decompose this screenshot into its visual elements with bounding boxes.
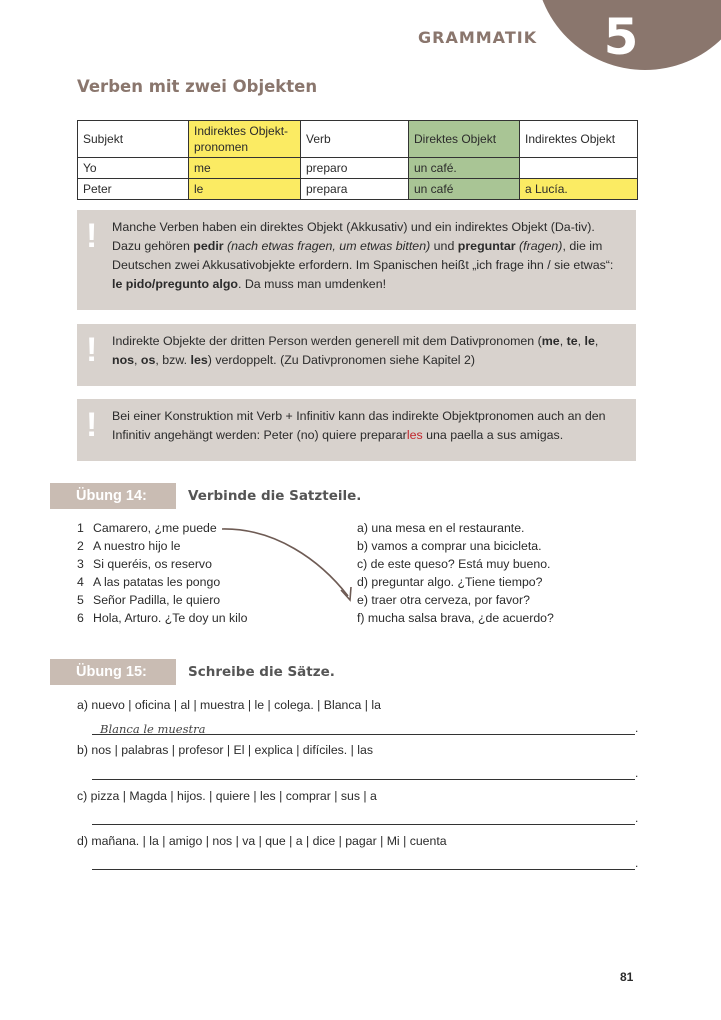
match-right-item: a) una mesa en el restaurante. [357, 521, 525, 535]
section-title: Verben mit zwei Objekten [77, 77, 318, 96]
sentence-prompt-b: b) nos | palabras | profesor | El | explica | difíciles. | las [77, 743, 373, 757]
match-right-item: d) preguntar algo. ¿Tiene tiempo? [357, 575, 543, 589]
note-text: Indirekte Objekte der dritten Person werden generell mit dem Dativpronomen (me, te, le, nos, os, bzw. les) verdoppelt. (Zu Dativpronomen siehe Kapitel 2) [112, 334, 599, 367]
answer-line-b[interactable] [92, 779, 635, 780]
handwritten-answer-a: Blanca le muestra [100, 722, 206, 736]
table-header-cell: Subjekt [78, 121, 189, 158]
sentence-prompt-d: d) mañana. | la | amigo | nos | va | que | a | dice | pagar | Mi | cuenta [77, 834, 447, 848]
page-number: 81 [620, 970, 634, 984]
match-right-item: e) traer otra cerveza, por favor? [357, 593, 530, 607]
table-header-cell: Verb [301, 121, 409, 158]
table-cell: un café [409, 179, 520, 200]
exclamation-icon: ! [86, 406, 98, 444]
exercise-14-title: Verbinde die Satzteile. [188, 488, 362, 504]
table-cell: Peter [78, 179, 189, 200]
exclamation-icon: ! [86, 217, 98, 255]
chapter-number: 5 [603, 8, 639, 66]
sentence-prompt-a: a) nuevo | oficina | al | muestra | le | colega. | Blanca | la [77, 698, 381, 712]
table-header-cell: Indirektes Objekt-pronomen [189, 121, 301, 158]
exercise-14-badge: Übung 14: [50, 483, 176, 509]
table-cell: le [189, 179, 301, 200]
answer-line-c[interactable] [92, 824, 635, 825]
table-cell: un café. [409, 158, 520, 179]
exercise-15-badge: Übung 15: [50, 659, 176, 685]
line-period: . [635, 721, 639, 735]
table-cell: a Lucía. [520, 179, 638, 200]
table-cell: prepara [301, 179, 409, 200]
match-right-item: f) mucha salsa brava, ¿de acuerdo? [357, 611, 554, 625]
line-period: . [635, 856, 639, 870]
sentence-prompt-c: c) pizza | Magda | hijos. | quiere | les | comprar | sus | a [77, 789, 377, 803]
note-text: Manche Verben haben ein direktes Objekt (Akkusativ) und ein indirektes Objekt (Da-tiv). Dazu gehören pedir (nach etwas fragen, um etwas bitten) und preguntar (fragen), die im Deutschen zwei Akkusativobjekte erfordern. Im Spanischen heißt „ich frage ihn / sie etwas“: le pido/pregunto algo. Da muss man umdenken! [112, 220, 614, 291]
answer-line-d[interactable] [92, 869, 635, 870]
table-cell: preparo [301, 158, 409, 179]
chapter-label: GRAMMATIK [418, 28, 538, 47]
exclamation-icon: ! [86, 331, 98, 369]
match-right-item: c) de este queso? Está muy bueno. [357, 557, 551, 571]
line-period: . [635, 766, 639, 780]
table-cell: Yo [78, 158, 189, 179]
line-period: . [635, 811, 639, 825]
answer-line-a[interactable] [92, 734, 635, 735]
table-cell: me [189, 158, 301, 179]
table-header-cell: Direktes Objekt [409, 121, 520, 158]
exercise-15-title: Schreibe die Sätze. [188, 664, 335, 680]
table-header-cell: Indirektes Objekt [520, 121, 638, 158]
note-text: Bei einer Konstruktion mit Verb + Infinitiv kann das indirekte Objektpronomen auch an den Infinitiv angehängt werden: Peter (no) quiere prepararles una paella a sus amigas. [112, 409, 606, 442]
match-right-item: b) vamos a comprar una bicicleta. [357, 539, 542, 553]
highlight-les: les [406, 428, 423, 442]
